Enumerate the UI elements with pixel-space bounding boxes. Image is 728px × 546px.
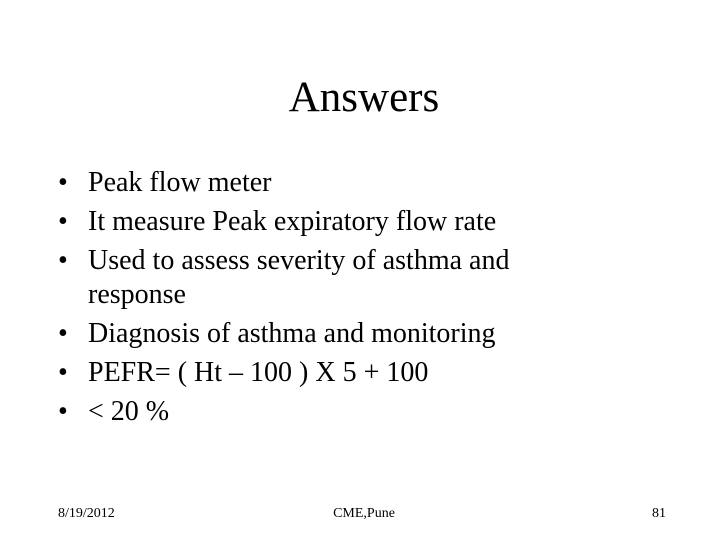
bullet-icon: • — [58, 396, 68, 427]
bullet-list — [58, 166, 698, 434]
bullet-item — [58, 205, 698, 239]
bullet-icon: • — [58, 318, 68, 349]
bullet-text: PEFR= ( Ht – 100 ) X 5 + 100 — [88, 357, 429, 388]
bullet-item — [58, 317, 698, 351]
bullet-icon: • — [58, 245, 68, 276]
bullet-item — [58, 244, 608, 312]
bullet-text: Diagnosis of asthma and monitoring — [88, 318, 496, 349]
bullet-item — [58, 395, 698, 429]
bullet-text: Peak flow meter — [88, 167, 272, 198]
bullet-icon: • — [58, 357, 68, 388]
page-number: 81 — [652, 506, 666, 521]
bullet-item — [58, 356, 698, 390]
footer-date: 8/19/2012 — [58, 506, 115, 521]
bullet-icon: • — [58, 206, 68, 237]
bullet-text: It measure Peak expiratory flow rate — [88, 206, 497, 237]
slide-title: Answers — [288, 74, 440, 121]
bullet-item — [58, 166, 698, 200]
bullet-text: Used to assess severity of asthma and response — [88, 245, 510, 310]
bullet-icon: • — [58, 167, 68, 198]
footer-center-text: CME,Pune — [333, 506, 395, 521]
bullet-text: < 20 % — [88, 396, 170, 427]
